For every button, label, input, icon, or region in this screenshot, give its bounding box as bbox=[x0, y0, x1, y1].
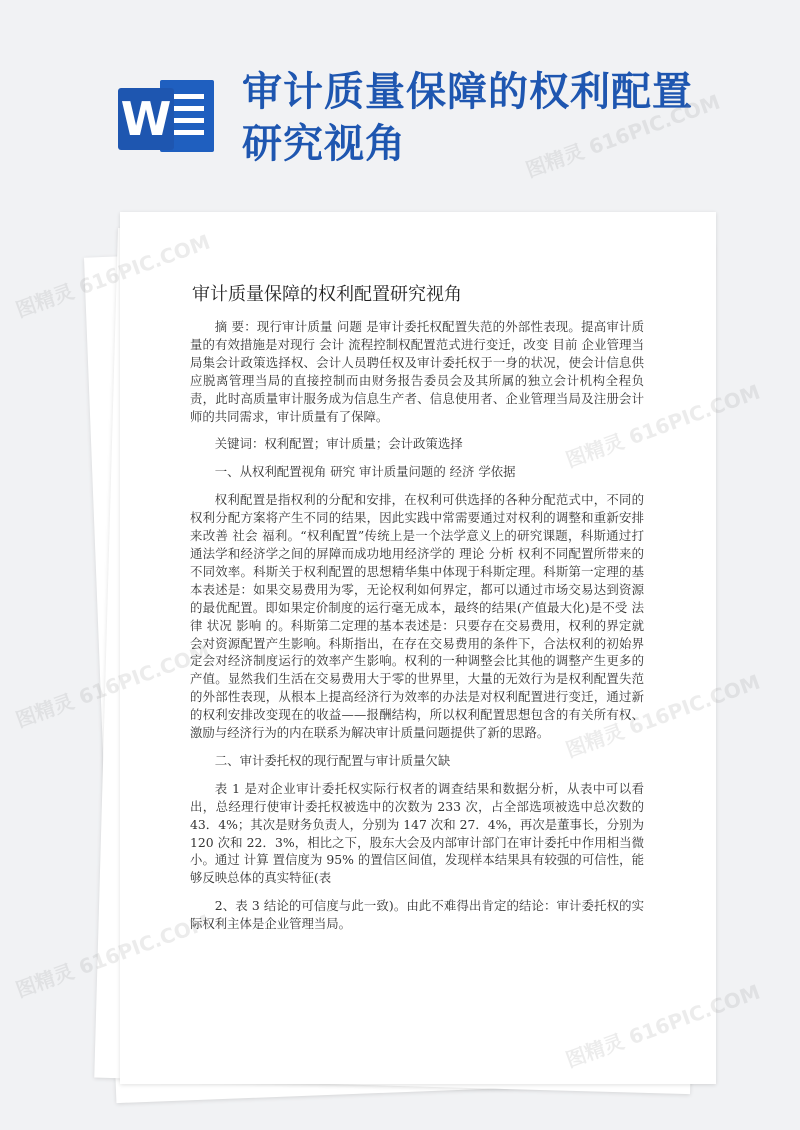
document-page bbox=[120, 212, 716, 1084]
page-title: 审计质量保障的权利配置研究视角 bbox=[242, 68, 693, 167]
abstract-paragraph: 摘 要：现行审计质量 问题 是审计委托权配置失范的外部性表现。提高审计质量的有效措施是对现行 会计 流程控制权配置范式进行变迁，改变 目前 企业管理当局集会计政策选择权、会计人员聘任权及审计委托权于一身的状况，使会计信息供应脱离管理当局的直接控制而由财务报告委员会及其所属的独立会计机构全程负责，此时高质量审计服务成为信息生产者、信息使用者、企业管理当局及注册会计师的共同需求，审计质量有了保障。 bbox=[190, 319, 644, 424]
watermark-text: 图精灵 bbox=[12, 689, 78, 733]
watermark-text: 图精灵 616PIC.COM bbox=[522, 89, 724, 183]
word-document-icon bbox=[118, 78, 214, 154]
keywords-line: 关键词：权利配置；审计质量；会计政策选择 bbox=[214, 436, 463, 452]
watermark-text: 图精灵 bbox=[12, 279, 78, 323]
document-title: 审计质量保障的权利配置研究视角 bbox=[192, 284, 462, 305]
word-icon-letter: W bbox=[118, 88, 174, 150]
section-heading-1: 一、从权利配置视角 研究 审计质量问题的 经济 学依据 bbox=[214, 464, 516, 480]
section-heading-2: 二、审计委托权的现行配置与审计质量欠缺 bbox=[214, 752, 451, 768]
document-body bbox=[190, 318, 644, 943]
watermark-text: 图精灵 bbox=[12, 959, 78, 1003]
body-paragraph: 表 1 是对企业审计委托权实际行权者的调查结果和数据分析，从表中可以看出，总经理行使审计委托权被选中的次数为 233 次，占全部选项被选中总次数的 43．4%；其次是财务负责人，分别为 147 次和 27．4%，再次是董事长，分别为 120 次和 22．3%，相比之下，股东大会及内部审计部门在审计委托中作用相当微小。通过 计算 置信度为 95% 的置信区间值，发现样本结果具有较强的可信性，能够反映总体的真实特征(表 bbox=[190, 780, 644, 886]
body-paragraph: 权利配置是指权利的分配和安排，在权利可供选择的各种分配范式中，不同的权利分配方案将产生不同的结果，因此实践中常需要通过对权利的调整和重新安排来改善 社会 福利。“权利配置”传统上是一个法学意义上的研究课题，科斯通过打通法学和经济学之间的屏障而成功地用经济学的 理论 分析 权利不同配置所带来的不同效率。科斯关于权利配置的思想精华集中体现于科斯定理。科斯第一定理的基本表述是：如果交易费用为零，无论权利如何界定，都可以通过市场交易达到资源的最优配置。即如果定价制度的运行毫无成本，最终的结果(产值最大化)是不受 法律 状况 影响 的。科斯第二定理的基本表述是：只要存在交易费用，权利的界定就会对资源配置产生影响。科斯指出，在存在交易费用的条件下，合法权利的初始界定会对经济制度运行的效率产生影响。权利的一种调整会比其他的调整产生更多的产值。显然我们生活在交易费用大于零的世界里，大量的无效行为是权利配置失范的外部性表现，从根本上提高经济行为效率的办法是对权利配置进行变迁，通过新的权利安排改变现在的收益——报酬结构，所以权利配置思想包含的有关所有权、激励与经济行为的内在联系为解决审计质量问题提供了新的思路。 bbox=[190, 492, 644, 741]
body-paragraph: 2、表 3 结论的可信度与此一致)。由此不难得出肯定的结论：审计委托权的实际权利主体是企业管理当局。 bbox=[190, 898, 644, 932]
